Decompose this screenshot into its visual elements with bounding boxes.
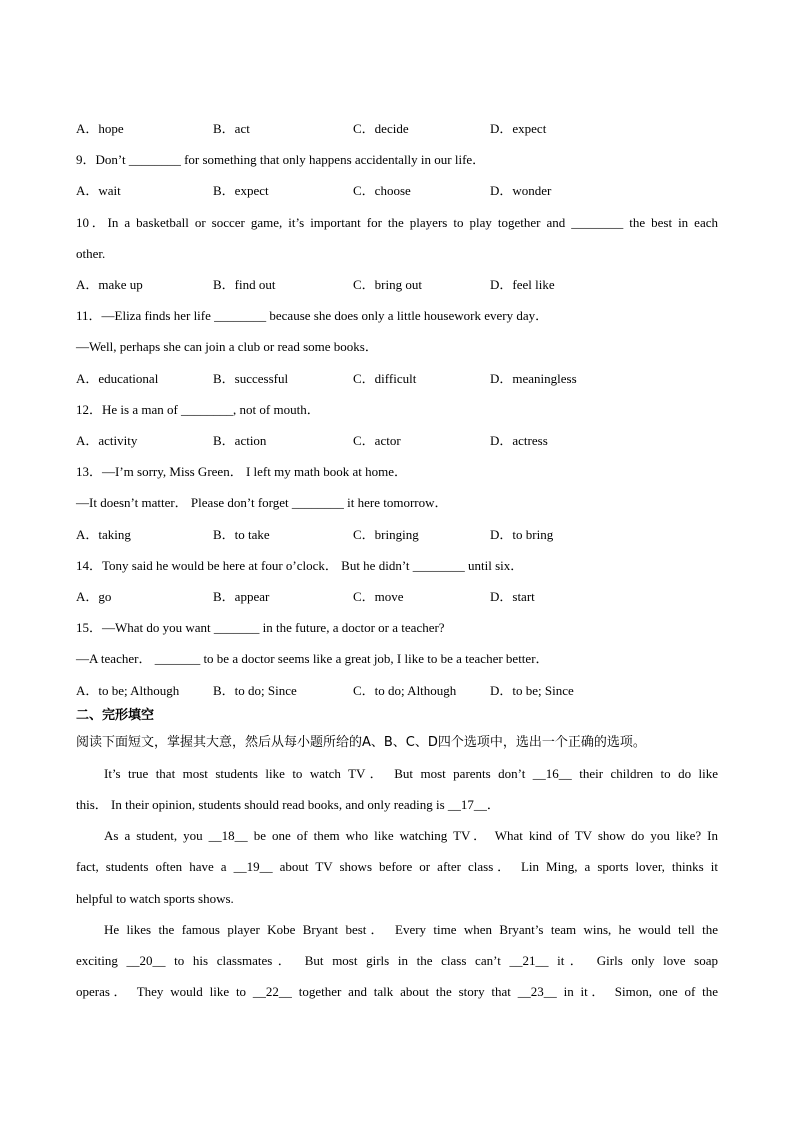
blank-22[interactable]: __22__ — [252, 984, 292, 999]
blank-18[interactable]: __18__ — [208, 828, 248, 843]
question-8-options — [76, 119, 718, 139]
question-13-stem-reply: —It doesn’t matter． Please don’t forget ________ it here tomorrow． — [76, 495, 448, 510]
option-b[interactable]: B．act — [213, 121, 250, 136]
option-d[interactable]: D．to bring — [490, 527, 554, 542]
option-a[interactable]: A．activity — [76, 433, 138, 448]
passage-p2-line1: As a student, you __18__ be one of them who like watching TV． What kind of TV show do you like? In — [104, 828, 718, 843]
option-c[interactable]: C．decide — [353, 121, 409, 136]
option-b[interactable]: B．action — [213, 433, 267, 448]
question-11-stem: 11．—Eliza finds her life ________ because she does only a little housework every day． — [76, 308, 549, 323]
section-heading-cloze: 二、完形填空 — [76, 708, 155, 723]
option-a[interactable]: A．taking — [76, 527, 131, 542]
passage-p2-line3: helpful to watch sports shows. — [76, 891, 234, 906]
question-15-stem: 15．—What do you want _______ in the future, a doctor or a teacher? — [76, 620, 445, 635]
question-10-options — [76, 275, 718, 295]
question-14-stem: 14．Tony said he would be here at four o’clock． But he didn’t ________ until six． — [76, 558, 524, 573]
option-b[interactable]: B．successful — [213, 371, 289, 386]
option-a[interactable]: A．hope — [76, 121, 124, 136]
option-c[interactable]: C．choose — [353, 183, 411, 198]
question-15-options — [76, 681, 718, 701]
option-d[interactable]: D．feel like — [490, 277, 555, 292]
question-10-stem: 10．In a basketball or soccer game, it’s important for the players to play together and ________ the best in each — [76, 215, 718, 230]
option-c[interactable]: C．bring out — [353, 277, 422, 292]
option-d[interactable]: D．actress — [490, 433, 548, 448]
option-b[interactable]: B．find out — [213, 277, 276, 292]
question-15-stem-reply: —A teacher． _______ to be a doctor seems like a great job, I like to be a teacher better． — [76, 651, 549, 666]
option-c[interactable]: C．to do; Although — [353, 683, 457, 698]
question-14-options — [76, 587, 718, 607]
option-a[interactable]: A．educational — [76, 371, 159, 386]
option-d[interactable]: D．meaningless — [490, 371, 577, 386]
option-c[interactable]: C．difficult — [353, 371, 417, 386]
option-b[interactable]: B．expect — [213, 183, 269, 198]
passage-p3-line3: operas． They would like to __22__ together and talk about the story that __23__ in it． Simon, one of the — [76, 984, 718, 999]
question-11-stem-reply: —Well, perhaps she can join a club or read some books． — [76, 339, 378, 354]
option-d[interactable]: D．to be; Since — [490, 683, 574, 698]
option-a[interactable]: A．make up — [76, 277, 143, 292]
blank-21[interactable]: __21__ — [509, 953, 549, 968]
option-a[interactable]: A．to be; Although — [76, 683, 180, 698]
option-c[interactable]: C．move — [353, 589, 404, 604]
question-13-options — [76, 525, 718, 545]
section-instruction: 阅读下面短文，掌握其大意，然后从每小题所给的A、B、C、D四个选项中，选出一个正确的选项。 — [76, 735, 646, 750]
passage-p2-line2: fact, students often have a __19__ about TV shows before or after class． Lin Ming, a sports lover, thinks it — [76, 859, 718, 874]
blank-16[interactable]: __16__ — [532, 766, 572, 781]
option-b[interactable]: B．to do; Since — [213, 683, 297, 698]
option-d[interactable]: D．start — [490, 589, 535, 604]
question-11-options — [76, 369, 718, 389]
passage-p3-line1: He likes the famous player Kobe Bryant best． Every time when Bryant’s team wins, he would tell the — [104, 922, 718, 937]
passage-p1-line2: this． In their opinion, students should read books, and only reading is __17__． — [76, 797, 500, 812]
option-b[interactable]: B．appear — [213, 589, 270, 604]
question-12-options — [76, 431, 718, 451]
option-c[interactable]: C．bringing — [353, 527, 419, 542]
question-10-stem-continued: other. — [76, 246, 106, 261]
passage-p1-line1: It’s true that most students like to watch TV． But most parents don’t __16__ their children to do like — [104, 766, 718, 781]
option-a[interactable]: A．go — [76, 589, 112, 604]
question-12-stem: 12．He is a man of ________, not of mouth． — [76, 402, 320, 417]
option-a[interactable]: A．wait — [76, 183, 121, 198]
option-d[interactable]: D．wonder — [490, 183, 552, 198]
option-c[interactable]: C．actor — [353, 433, 401, 448]
option-b[interactable]: B．to take — [213, 527, 270, 542]
blank-20[interactable]: __20__ — [126, 953, 166, 968]
question-13-stem: 13．—I’m sorry, Miss Green． I left my math book at home． — [76, 464, 407, 479]
blank-19[interactable]: __19__ — [233, 859, 273, 874]
question-9-options — [76, 181, 718, 201]
blank-17[interactable]: __17__ — [447, 797, 487, 812]
option-d[interactable]: D．expect — [490, 121, 547, 136]
passage-p3-line2: exciting __20__ to his classmates． But most girls in the class can’t __21__ it． Girls only love soap — [76, 953, 718, 968]
blank-23[interactable]: __23__ — [517, 984, 557, 999]
question-9-stem: 9．Don’t ________ for something that only happens accidentally in our life． — [76, 152, 486, 167]
